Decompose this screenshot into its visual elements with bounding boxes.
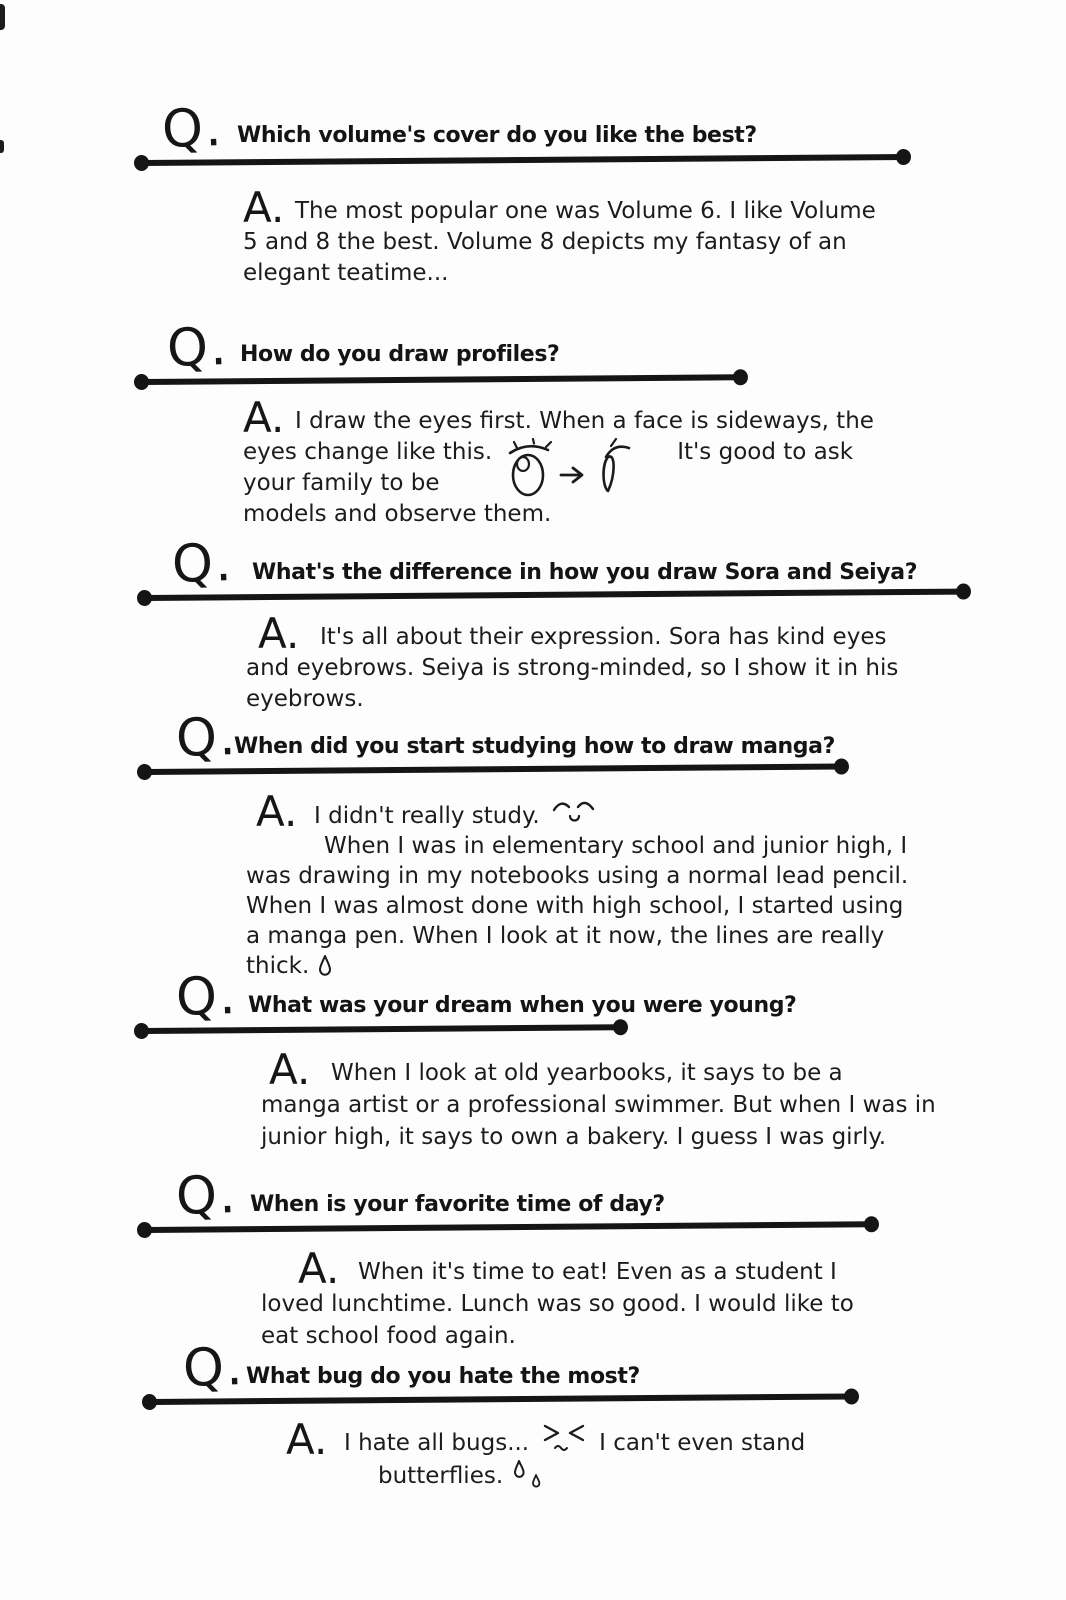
a-mark: A.	[243, 183, 285, 232]
answer-line: loved lunchtime. Lunch was so good. I would like to	[261, 1291, 854, 1317]
answer-line: and eyebrows. Seiya is strong-minded, so I show it in his	[246, 655, 899, 681]
question-text: What's the difference in how you draw Sora and Seiya?	[252, 560, 918, 585]
double-sweat-drops-icon	[512, 1459, 546, 1493]
a-mark: A.	[269, 1045, 311, 1094]
q-mark: Q.	[165, 316, 230, 380]
answer-text: When it's time to eat! Even as a student I	[358, 1259, 837, 1285]
a-mark: A.	[256, 787, 298, 836]
wincing-face-emoticon	[543, 1424, 585, 1452]
a-mark: A.	[286, 1415, 328, 1464]
q-mark: Q.	[174, 1164, 239, 1228]
answer-text: When I look at old yearbooks, it says to be a	[331, 1060, 843, 1086]
q-mark: Q.	[181, 1336, 246, 1400]
a-mark: A.	[298, 1244, 340, 1293]
answer-line: eat school food again.	[261, 1323, 516, 1349]
answer-line: junior high, it says to own a bakery. I guess I was girly.	[261, 1124, 887, 1150]
answer-text: It's all about their expression. Sora has kind eyes	[320, 624, 887, 650]
a-mark: A.	[258, 609, 300, 658]
question-text: How do you draw profiles?	[240, 342, 560, 367]
a-mark: A.	[243, 393, 285, 442]
answer-line: When I was almost done with high school, I started using	[246, 893, 904, 919]
answer-line: 5 and 8 the best. Volume 8 depicts my fantasy of an	[243, 229, 847, 255]
answer-text: I can't even stand	[599, 1430, 806, 1456]
answer-line: elegant teatime...	[243, 260, 449, 286]
q-mark: Q.	[160, 97, 225, 161]
answer-line: eyebrows.	[246, 686, 364, 712]
answer-line: your family to be	[243, 470, 440, 496]
answer-block	[286, 1415, 806, 1493]
answer-line: manga artist or a professional swimmer. But when I was in	[261, 1092, 936, 1118]
answer-line: a manga pen. When I look at it now, the lines are really	[246, 923, 885, 949]
divider-line	[148, 1393, 853, 1405]
answer-text: thick.	[246, 953, 310, 979]
answer-text: eyes change like this.	[243, 439, 493, 465]
answer-line: models and observe them.	[243, 501, 552, 527]
question-text: Which volume's cover do you like the best?	[237, 123, 757, 148]
question-text: When did you start studying how to draw manga?	[234, 734, 835, 759]
answer-text: butterflies.	[378, 1463, 504, 1489]
question-text: What was your dream when you were young?	[248, 993, 797, 1018]
answer-text: It's good to ask	[677, 439, 854, 465]
answer-text: I draw the eyes first. When a face is sideways, the	[295, 408, 874, 434]
q-mark: Q.	[174, 965, 239, 1029]
answer-text: I didn't really study.	[314, 803, 540, 829]
answer-text: The most popular one was Volume 6. I like Volume	[295, 198, 876, 224]
answer-line	[286, 1459, 805, 1493]
question-text: When is your favorite time of day?	[250, 1192, 665, 1217]
q-mark: Q.	[174, 706, 239, 770]
q-mark: Q.	[170, 532, 235, 596]
question-text: What bug do you hate the most?	[246, 1364, 640, 1389]
answer-line	[286, 1415, 806, 1464]
answer-line: When I was in elementary school and junior high, I	[324, 833, 908, 859]
answer-text: I hate all bugs...	[344, 1430, 530, 1456]
answer-line: was drawing in my notebooks using a normal lead pencil.	[246, 863, 909, 889]
